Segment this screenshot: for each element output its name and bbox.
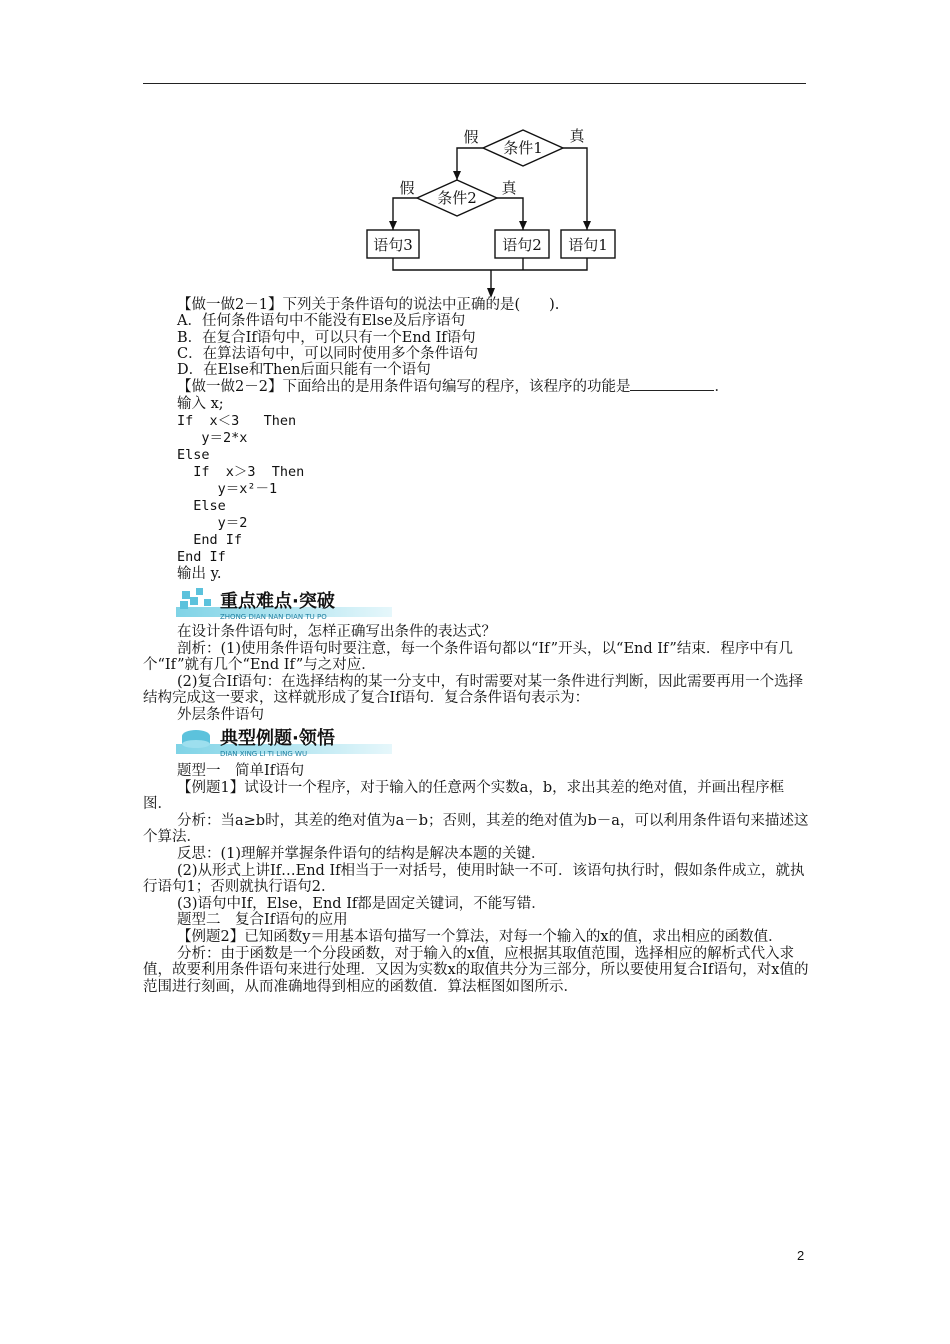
answer-blank	[630, 390, 714, 391]
banner1-pinyin: ZHONG DIAN NAN DIAN TU PO	[220, 613, 327, 621]
reflection-2: (2)从形式上讲If…End If相当于一对括号，使用时缺一不可．该语句执行时，假如条件成立，就执行语句1；否则就执行语句2.	[143, 862, 805, 896]
banner2-title: 典型例题·领悟	[220, 728, 335, 749]
section1-block	[143, 624, 813, 724]
true-label-2: 真	[501, 179, 517, 197]
code-line: If x＜3 Then	[177, 413, 297, 429]
section2-block	[143, 763, 813, 995]
cube-icon	[180, 588, 211, 609]
exercise1-option-b: B．在复合If语句中，可以只有一个End If语句	[177, 330, 476, 346]
reflection-1: 反思：(1)理解并掌握条件语句的结构是解决本题的关键．	[177, 845, 546, 862]
false-label-2: 假	[399, 179, 415, 197]
type-two-heading: 题型二 复合If语句的应用	[177, 912, 348, 929]
code-line: y＝2	[177, 515, 248, 531]
example2: 【例题2】已知函数y＝用基本语句描写一个算法，对每一个输入的x的值，求出相应的函数值．	[177, 928, 783, 945]
exercise1-option-d: D．在Else和Then后面只能有一个语句	[177, 362, 431, 378]
banner2-pinyin: DIAN XING LI TI LING WU	[220, 750, 308, 758]
example1-analysis: 分析：当a≥b时，其差的绝对值为a－b；否则，其差的绝对值为b－a，可以利用条件语句来描述这个算法．	[143, 812, 809, 846]
statement3-label: 语句3	[373, 236, 413, 254]
true-label-1: 真	[569, 127, 585, 145]
code-line: End If	[177, 532, 243, 548]
example1: 【例题1】试设计一个程序，对于输入的任意两个实数a，b，求出其差的绝对值，并画出程序框图．	[143, 779, 785, 813]
statement1-label: 语句1	[568, 236, 608, 254]
page-number: 2	[797, 1248, 805, 1263]
statement2-label: 语句2	[502, 236, 542, 254]
banner1-title: 重点难点·突破	[220, 591, 335, 612]
code-line: y＝2*x	[177, 430, 248, 446]
exercise1-question: 【做一做2－1】下列关于条件语句的说法中正确的是( ).	[177, 297, 560, 313]
code-line: 输出 y.	[177, 566, 222, 582]
exercise1-option-a: A．任何条件语句中不能没有Else及后序语句	[177, 313, 466, 329]
condition2-label: 条件2	[437, 189, 477, 207]
code-line: If x＞3 Then	[177, 464, 305, 480]
code-line: End If	[177, 549, 226, 565]
code-line: 输入 x;	[177, 396, 224, 412]
exercise1-option-c: C．在算法语句中，可以同时使用多个条件语句	[177, 346, 479, 362]
flowchart	[355, 118, 625, 300]
section1-compound-if: (2)复合If语句：在选择结构的某一分支中，有时需要对某一条件进行判断，因此需要再用一个选择结构完成这一要求，这样就形成了复合If语句．复合条件语句表示为：	[143, 673, 804, 707]
reflection-3: (3)语句中If，Else，End If都是固定关键词，不能写错．	[177, 895, 546, 912]
code-line: y＝x²－1	[177, 481, 278, 497]
banner-key-points	[176, 585, 396, 623]
type-one-heading: 题型一 简单If语句	[177, 763, 305, 779]
header-rule	[143, 83, 806, 84]
section1-question: 在设计条件语句时，怎样正确写出条件的表达式？	[177, 624, 496, 640]
exercise2-question: 【做一做2－2】下面给出的是用条件语句编写的程序，该程序的功能是 ．	[177, 379, 729, 395]
code-line: Else	[177, 498, 226, 514]
condition1-label: 条件1	[503, 139, 543, 157]
example2-analysis: 分析：由于函数是一个分段函数，对于输入的x值，应根据其取值范围，选择相应的解析式代入求值，故要利用条件语句来进行处理．又因为实数x的取值共分为三部分，所以要使用复合If语句，对x值的范围进行刻画，从而准确地得到相应的函数值．算法框图如图所示．	[143, 945, 809, 995]
false-label-1: 假	[463, 128, 479, 146]
section1-outer: 外层条件语句	[177, 706, 264, 723]
banner-typical-examples	[176, 722, 396, 760]
book-icon	[182, 730, 210, 748]
code-line: Else	[177, 447, 210, 463]
section1-analysis: 剖析：(1)使用条件语句时要注意，每一个条件语句都以“If”开头，以“End If”结束．程序中有几个“If”就有几个“End If”与之对应．	[143, 640, 793, 674]
